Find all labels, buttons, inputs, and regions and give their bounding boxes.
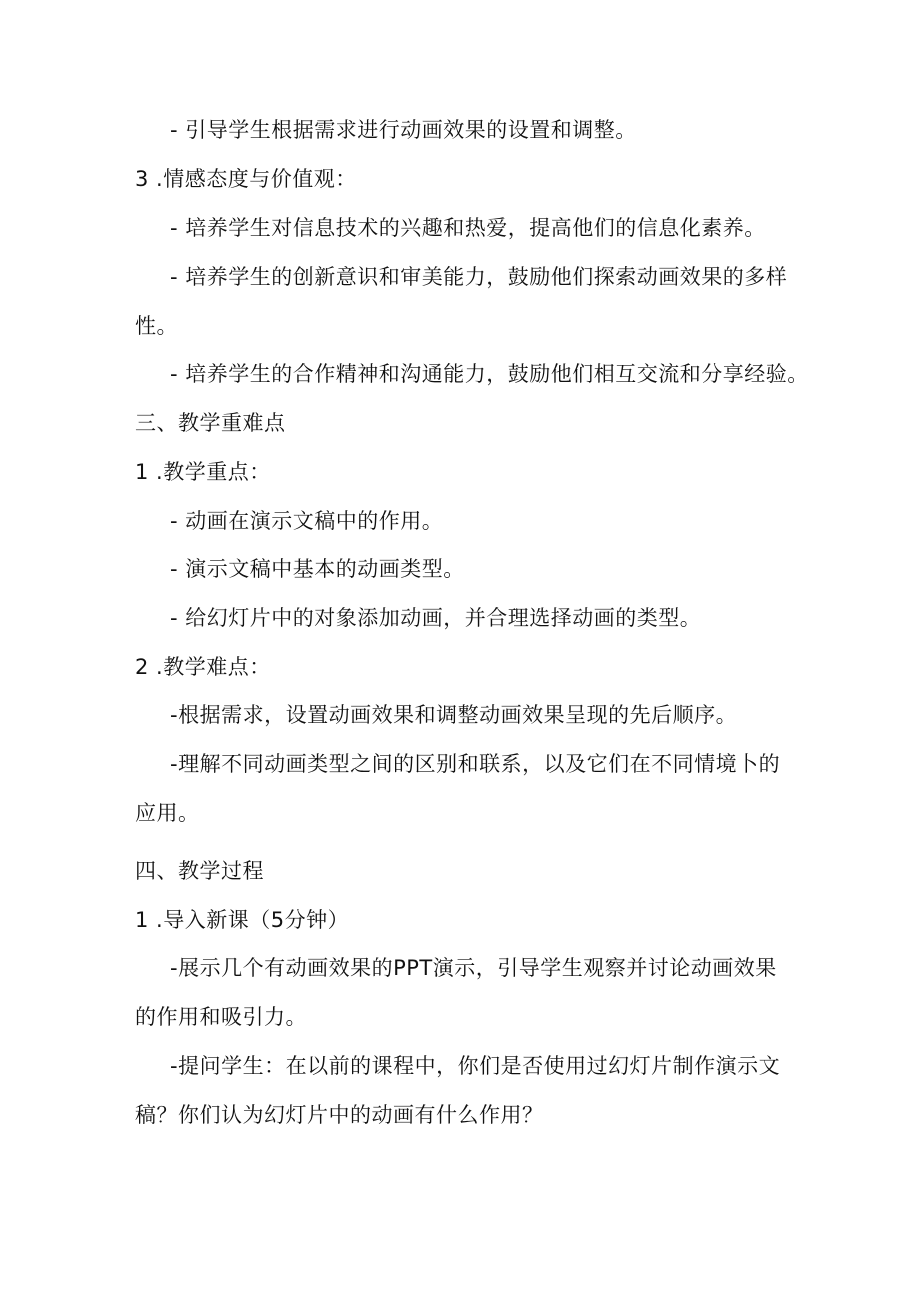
bullet-line: -提问学生：在以前的课程中，你们是否使用过幻灯片制作演示文 bbox=[170, 1054, 781, 1078]
bullet-line: - 培养学生的合作精神和沟通能力，鼓励他们相互交流和分享经验。 bbox=[170, 362, 809, 386]
bullet-line: - 演示文稿中基本的动画类型。 bbox=[170, 557, 465, 581]
numbered-heading: 1 .导入新课（5分钟） bbox=[135, 908, 350, 932]
numbered-heading: 1 .教学重点： bbox=[135, 460, 271, 484]
section-heading: 三、教学重难点 bbox=[135, 411, 286, 435]
bullet-line: - 引导学生根据需求进行动画效果的设置和调整。 bbox=[170, 118, 637, 142]
bullet-line: -根据需求，设置动画效果和调整动画效果呈现的先后顺序。 bbox=[170, 703, 738, 727]
continuation-line: 的作用和吸引力。 bbox=[135, 1005, 307, 1029]
continuation-line: 稿？你们认为幻灯片中的动画有什么作用？ bbox=[135, 1103, 544, 1127]
bullet-line: -理解不同动画类型之间的区别和联系，以及它们在不同情境卜的 bbox=[170, 752, 781, 776]
bullet-line: - 动画在演示文稿中的作用。 bbox=[170, 509, 444, 533]
bullet-line: - 给幻灯片中的对象添加动画，并合理选择动画的类型。 bbox=[170, 606, 702, 630]
continuation-line: 应用。 bbox=[135, 801, 200, 825]
bullet-line: - 培养学生对信息技术的兴趣和热爱，提高他们的信息化素养。 bbox=[170, 216, 766, 240]
numbered-heading: 2 .教学难点： bbox=[135, 655, 271, 679]
section-heading: 四、教学过程 bbox=[135, 859, 264, 883]
numbered-heading: 3 .情感态度与价值观： bbox=[135, 167, 357, 191]
continuation-line: 性。 bbox=[135, 314, 178, 338]
bullet-line: - 培养学生的创新意识和审美能力，鼓励他们探索动画效果的多样 bbox=[170, 265, 788, 289]
bullet-line: -展示几个有动画效果的PPT演示，引导学生观察并讨论动画效果 bbox=[170, 956, 777, 980]
